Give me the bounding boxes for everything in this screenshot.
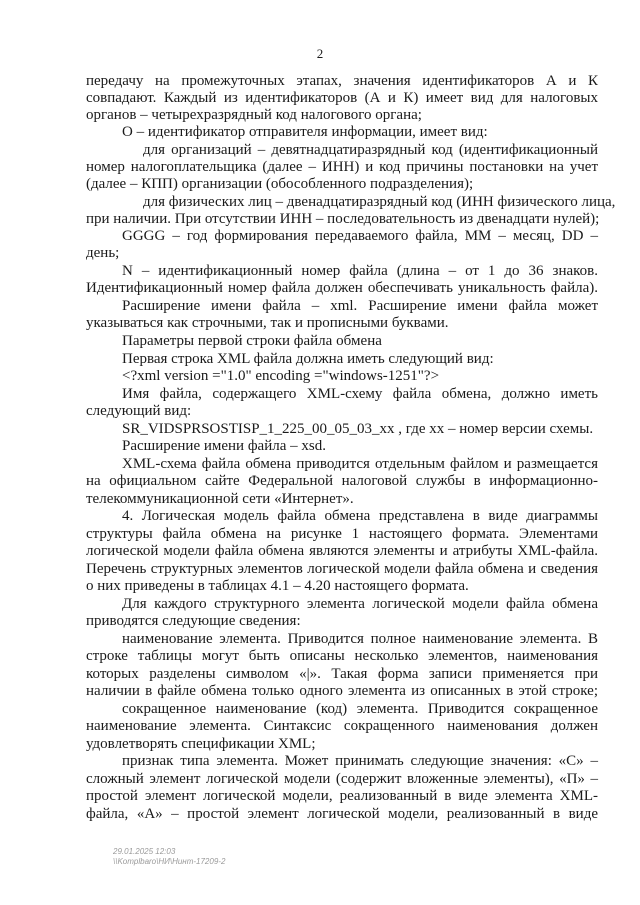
text-line: передачу на промежуточных этапах, значения идентификаторов А и К <box>86 73 598 89</box>
text-line: которых разделены символом «|». Такая форма записи применяется при <box>86 666 598 682</box>
text-line: о них приведены в таблицах 4.1 – 4.20 настоящего формата. <box>86 578 469 594</box>
text-line: Идентификационный номер файла должен обеспечивать уникальность файла). <box>86 280 598 296</box>
text-line: Имя файла, содержащего XML-схему файла обмена, должно иметь <box>122 386 598 402</box>
text-line: сложный элемент логической модели (содержит вложенные элементы), «П» – <box>86 771 598 787</box>
text-line: структуры файла обмена на рисунке 1 настоящего формата. Элементами <box>86 526 598 542</box>
text-line: простой элемент логической модели, реализованный в виде элемента XML- <box>86 788 598 804</box>
text-line: признак типа элемента. Может принимать следующие значения: «С» – <box>122 753 598 769</box>
text-line: логической модели файла обмена являются элементы и атрибуты XML-файла. <box>86 543 598 559</box>
text-line: Перечень структурных элементов логической модели файла обмена и сведения <box>86 561 598 577</box>
text-line: (далее – КПП) организации (обособленного подразделения); <box>86 176 474 192</box>
text-line: следующий вид: <box>86 403 192 419</box>
text-line: SR_VIDSPRSOSTISP_1_225_00_05_03_xx , где хх – номер версии схемы. <box>122 421 594 437</box>
text-line: XML-схема файла обмена приводится отдельным файлом и размещается <box>122 456 598 472</box>
text-line: Первая строка XML файла должна иметь следующий вид: <box>122 351 494 367</box>
text-line: удовлетворять спецификации XML; <box>86 736 316 752</box>
text-line: для физических лиц – двенадцатиразрядный код (ИНН физического лица, <box>143 194 616 210</box>
text-line: файла, «А» – простой элемент логической модели, реализованный в виде <box>86 806 598 822</box>
text-line: наличии в файле обмена только одного элемента из описанных в этой строке; <box>86 683 598 699</box>
text-line: сокращенное наименование (код) элемента. Приводится сокращенное <box>122 701 598 717</box>
page-number: 2 <box>316 46 324 61</box>
text-line: наименование элемента. Синтаксис сокращенного наименования должен <box>86 718 598 734</box>
text-line: номер налогоплательщика (далее – ИНН) и код причины постановки на учет <box>86 159 598 175</box>
text-line: на официальном сайте Федеральной налоговой службы в информационно- <box>86 473 598 489</box>
text-line: GGGG – год формирования передаваемого файла, MM – месяц, DD – <box>122 228 598 244</box>
text-line: при наличии. При отсутствии ИНН – последовательность из двенадцати нулей); <box>86 211 600 227</box>
text-line: Расширение имени файла – xml. Расширение имени файла может <box>122 298 598 314</box>
text-line: О – идентификатор отправителя информации, имеет вид: <box>122 124 488 140</box>
text-line: для организаций – девятнадцатиразрядный код (идентификационный <box>143 142 598 158</box>
text-line: Параметры первой строки файла обмена <box>122 333 382 349</box>
text-line: Для каждого структурного элемента логической модели файла обмена <box>122 596 598 612</box>
text-line: телекоммуникационной сети «Интернет». <box>86 491 354 507</box>
text-line: приводятся следующие сведения: <box>86 613 301 629</box>
text-line: органов – четырехразрядный код налогового органа; <box>86 107 422 123</box>
footer-file-path: \\Komplbaro\НИ\Нинт-17209-2 <box>113 857 226 866</box>
text-line: 4. Логическая модель файла обмена представлена в виде диаграммы <box>122 508 598 524</box>
text-line: Расширение имени файла – xsd. <box>122 438 326 454</box>
text-line: совпадают. Каждый из идентификаторов (А и К) имеет вид для налоговых <box>86 90 598 106</box>
text-line: N – идентификационный номер файла (длина – от 1 до 36 знаков. <box>122 263 598 279</box>
text-line: указываться как строчными, так и прописными буквами. <box>86 315 449 331</box>
text-line: день; <box>86 245 120 261</box>
text-line: наименование элемента. Приводится полное наименование элемента. В <box>122 631 598 647</box>
text-line: строке таблицы могут быть описаны несколько элементов, наименования <box>86 648 598 664</box>
footer-timestamp: 29.01.2025 12:03 <box>113 847 176 856</box>
text-line: <?xml version ="1.0" encoding ="windows-1251"?> <box>122 368 440 384</box>
